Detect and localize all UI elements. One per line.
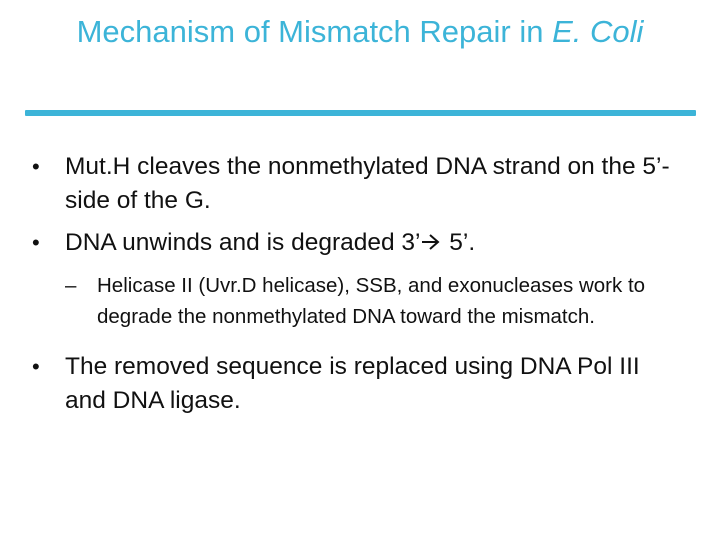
title-divider — [25, 110, 696, 116]
sub-bullet-item — [30, 270, 680, 332]
bullet-list — [30, 150, 680, 426]
bullet-text-after: 5’. — [442, 229, 476, 256]
bullet-marker: • — [32, 154, 40, 179]
bullet-marker: • — [32, 354, 40, 379]
bullet-item-1 — [30, 150, 680, 218]
sub-bullet-marker: – — [65, 274, 77, 297]
bullet-item-2 — [30, 226, 680, 260]
slide-title — [20, 12, 700, 52]
bullet-item-3 — [30, 350, 680, 418]
bullet-text-before: DNA unwinds and is degraded 3’ — [65, 229, 421, 256]
title-italic-text: E. Coli — [552, 14, 644, 49]
bullet-text: Mut.H cleaves the nonmethylated DNA strand on the 5’-side of the G. — [65, 153, 670, 214]
right-arrow-icon — [420, 232, 442, 252]
title-text: Mechanism of Mismatch Repair in — [76, 14, 553, 49]
bullet-text: The removed sequence is replaced using DNA Pol III and DNA ligase. — [65, 353, 640, 414]
sub-bullet-text: Helicase II (Uvr.D helicase), SSB, and exonucleases work to degrade the nonmethylated DNA toward the mismatch. — [97, 274, 646, 328]
bullet-marker: • — [32, 230, 40, 255]
